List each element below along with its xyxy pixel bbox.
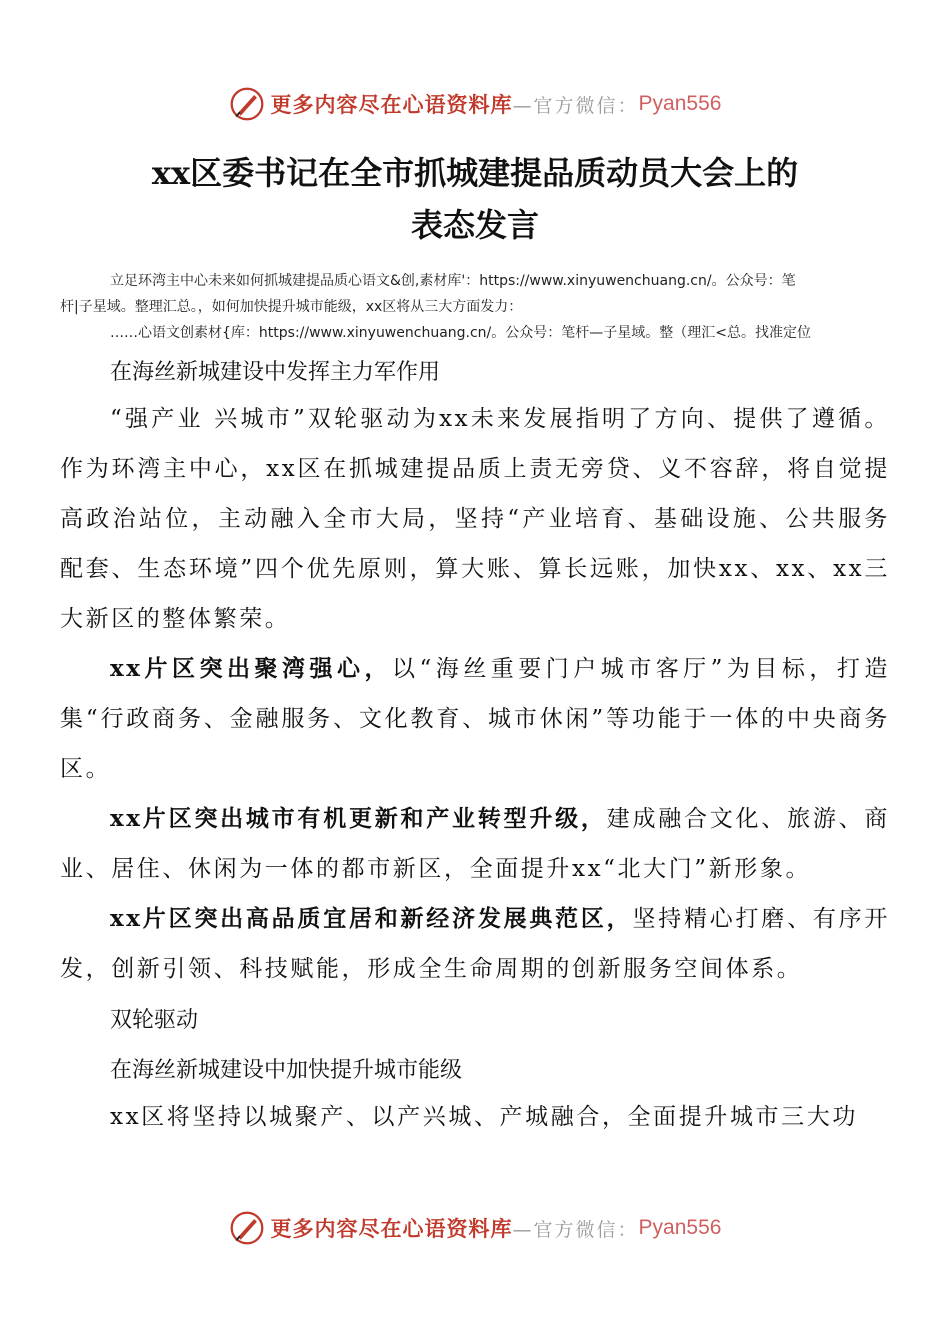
source-line-1: 立足环湾主中心未来如何抓城建提品质心语文&创,素材库'：https://www.xinyuwenchuang.cn/。公众号：笔 (110, 273, 796, 289)
footer-banner-main-text: 更多内容尽在心语资料库 (270, 1217, 513, 1241)
quill-logo-icon (229, 1210, 265, 1246)
paragraph-3 (60, 794, 890, 894)
footer-watermark-banner (0, 1208, 950, 1248)
section-heading-2: 双轮驱动 (110, 1008, 199, 1033)
paragraph-2-text: 以“海丝重要门户城市客厅”为目标，打造集“行政商务、金融服务、文化教育、城市休闲”等功能于一体的中央商务区。 (60, 656, 891, 782)
footer-banner-wechat-id: Pyan556 (638, 1216, 722, 1239)
quill-logo-icon (229, 86, 265, 122)
document-title-line-2: 表态发言 (410, 206, 539, 244)
paragraph-3-lead: xx片区突出城市有机更新和产业转型升级， (110, 805, 607, 832)
paragraph-5 (60, 1092, 890, 1142)
paragraph-1-text: “强产业 兴城市”双轮驱动为xx未来发展指明了方向、提供了遵循。作为环湾主中心，xx区在抓城建提品质上责无旁贷、义不容辞，将自觉提高政治站位，主动融入全市大局，坚持“产业培育、基础设施、公共服务配套、生态环境”四个优先原则，算大账、算长远账，加快xx、xx、xx三大新区的整体繁荣。 (60, 406, 890, 632)
paragraph-1 (60, 394, 890, 644)
paragraph-2 (60, 644, 890, 794)
section-heading-3: 在海丝新城建设中加快提升城市能级 (110, 1058, 463, 1083)
source-line-2: 杆|子星域。整理汇总。，如何加快提升城市能级，xx区将从三大方面发力： (60, 299, 523, 315)
banner-main-text: 更多内容尽在心语资料库 (270, 93, 513, 117)
section-heading-1: 在海丝新城建设中发挥主力军作用 (110, 360, 441, 385)
paragraph-5-text: xx区将坚持以城聚产、以产兴城、产城融合，全面提升城市三大功 (110, 1104, 858, 1130)
paragraph-2-lead: xx片区突出聚湾强心， (110, 655, 392, 682)
footer-banner-mid-text: —官方微信： (512, 1218, 639, 1241)
banner-wechat-id: Pyan556 (638, 92, 722, 115)
document-title-line-1: xx区委书记在全市抓城建提品质动员大会上的 (151, 154, 799, 192)
banner-mid-text: —官方微信： (512, 94, 639, 117)
source-line-3: ……心语文创素材{库：https://www.xinyuwenchuang.cn/。公众号：笔杆—子星域。整（理汇<总。找准定位 (110, 325, 811, 341)
header-watermark-banner (0, 84, 950, 124)
paragraph-4-lead: xx片区突出高品质宜居和新经济发展典范区， (110, 905, 633, 932)
paragraph-4-text: 坚持精心打磨、有序开发，创新引领、科技赋能，形成全生命周期的创新服务空间体系。 (60, 906, 890, 982)
paragraph-3-text: 建成融合文化、旅游、商业、居住、休闲为一体的都市新区，全面提升xx“北大门”新形象。 (60, 806, 890, 882)
paragraph-4 (60, 894, 890, 994)
